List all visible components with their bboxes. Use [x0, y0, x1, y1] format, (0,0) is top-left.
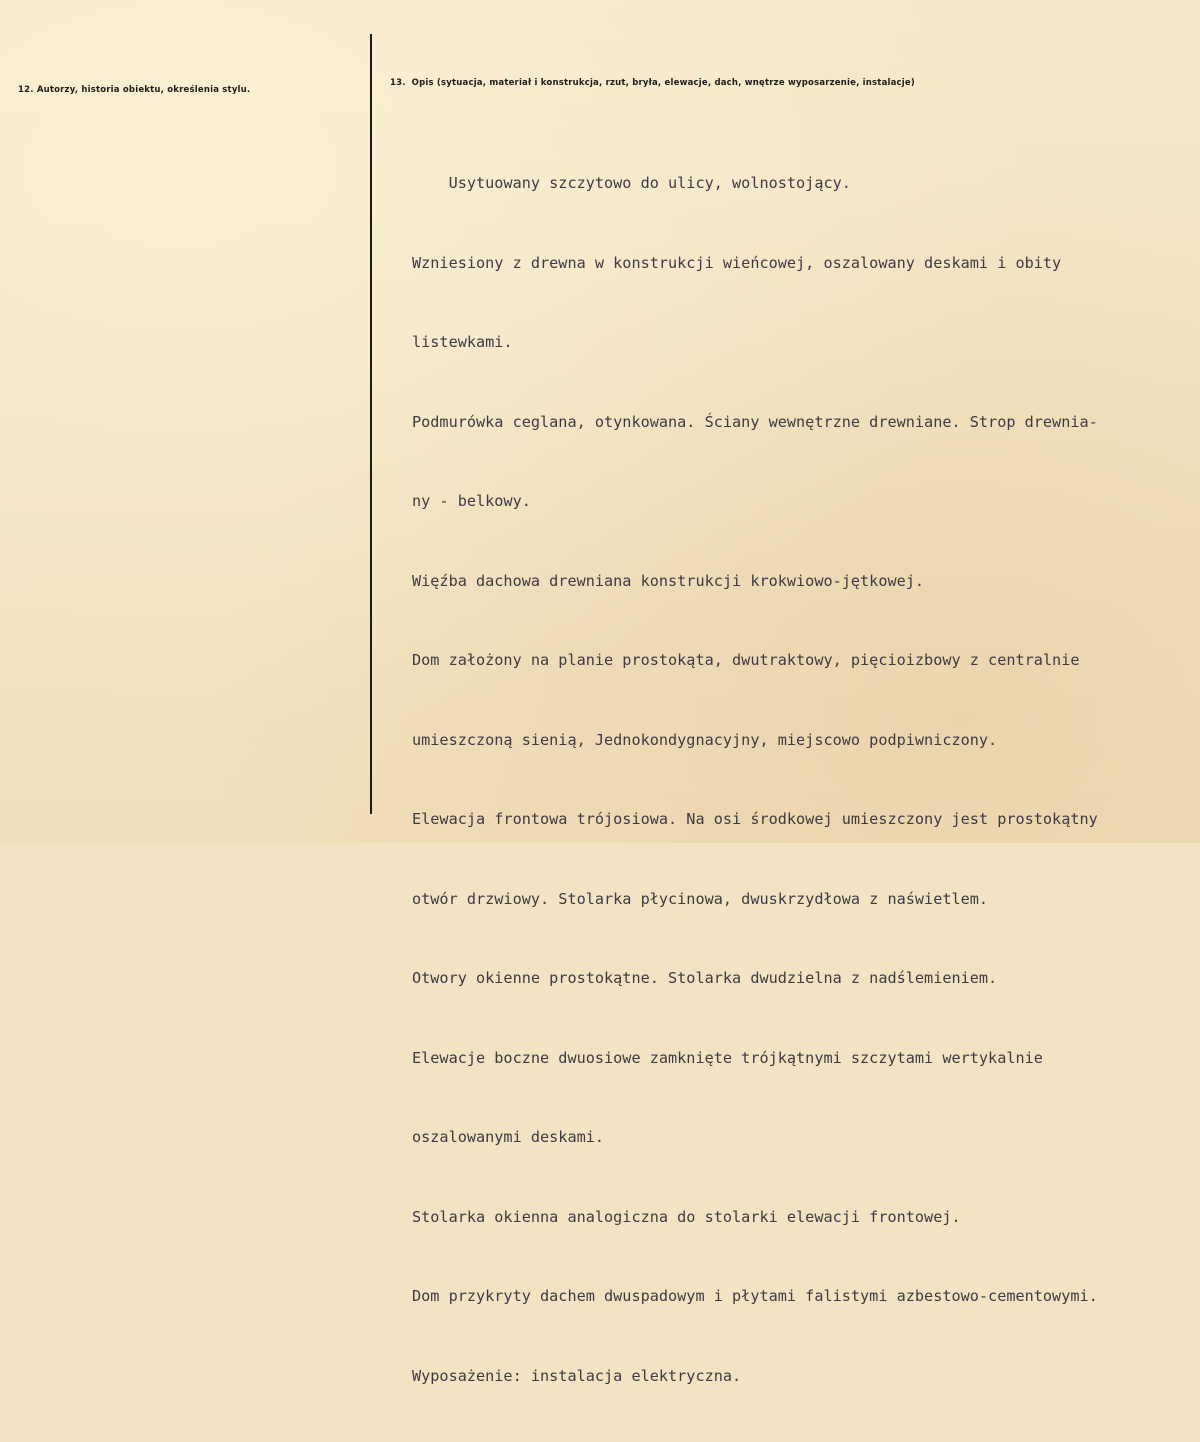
- column-divider: [370, 34, 372, 814]
- section-13-number: 13.: [390, 78, 406, 88]
- text-line: umieszczoną sienią, Jednokondygnacyjny, miejscowo podpiwniczony.: [412, 730, 998, 749]
- section-13-title: Opis (sytuacja, materiał i konstrukcja, rzut, bryła, elewacje, dach, wnętrze wyposarzenie, instalacje): [411, 78, 915, 88]
- text-line: ny - belkowy.: [412, 492, 531, 510]
- section-12-label: 12. Autorzy, historia obiektu, określenia stylu.: [18, 85, 251, 95]
- text-line: Podmurówka ceglana, otynkowana. Ściany wewnętrzne drewniane. Strop drewnia-: [412, 412, 1098, 431]
- section-13-label: [390, 78, 915, 88]
- text-line: Dom przykryty dachem dwuspadowym i płytami falistymi azbestowo-cementowymi.: [412, 1287, 1098, 1305]
- text-line: Wzniesiony z drewna w konstrukcji wieńcowej, oszalowany deskami i obity: [412, 253, 1062, 272]
- text-line: otwór drzwiowy. Stolarka płycinowa, dwuskrzydłowa z naświetlem.: [412, 889, 989, 908]
- text-line: Więźba dachowa drewniana konstrukcji krokwiowo-jętkowej.: [412, 571, 925, 590]
- text-line: Usytuowany szczytowo do ulicy, wolnostojący.: [412, 174, 851, 192]
- typed-description: [412, 117, 1192, 1442]
- text-line: Elewacje boczne dwuosiowe zamknięte trójkątnymi szczytami wertykalnie: [412, 1048, 1043, 1067]
- text-line: Wyposażenie: instalacja elektryczna.: [412, 1366, 742, 1385]
- text-line: Stolarka okienna analogiczna do stolarki elewacji frontowej.: [412, 1207, 961, 1226]
- text-line: Elewacja frontowa trójosiowa. Na osi środkowej umieszczony jest prostokątny: [412, 810, 1098, 828]
- text-line: Dom założony na planie prostokąta, dwutraktowy, pięcioizbowy z centralnie: [412, 651, 1080, 669]
- text-line: oszalowanymi deskami.: [412, 1128, 605, 1146]
- text-line: listewkami.: [412, 333, 513, 351]
- text-line: Otwory okienne prostokątne. Stolarka dwudzielna z nadślemieniem.: [412, 969, 998, 987]
